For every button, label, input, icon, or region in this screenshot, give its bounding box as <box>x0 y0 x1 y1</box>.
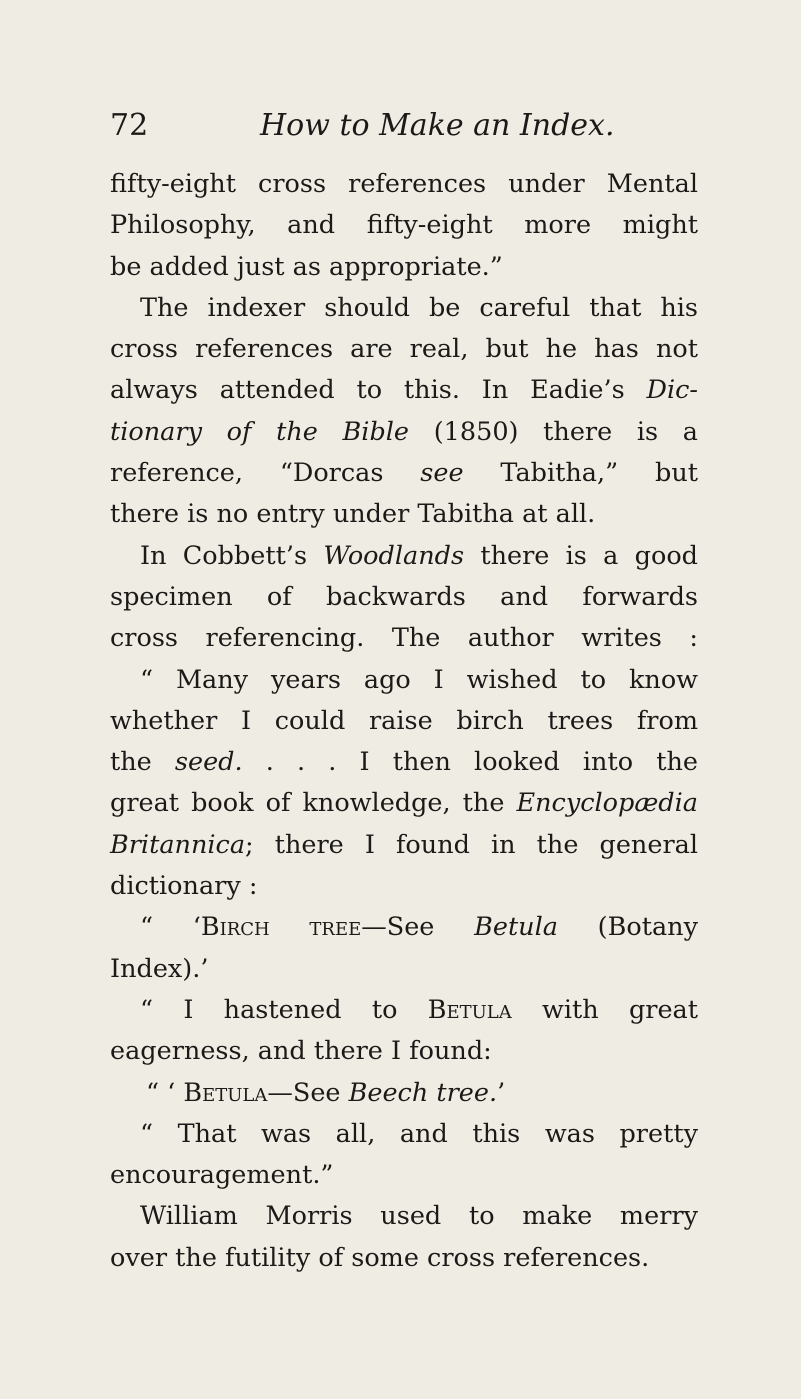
text-line <box>110 866 698 907</box>
text-line <box>110 494 698 535</box>
italic-text: Betula <box>474 912 558 943</box>
text-run: “ ‘ <box>146 1077 184 1108</box>
italic-text: see <box>420 458 464 489</box>
text-line <box>110 412 698 453</box>
text-run: Index).’ <box>110 953 209 984</box>
text-run: be added just as appropriate.” <box>110 251 503 282</box>
text-run: “ That was all, and this was pretty <box>140 1118 698 1149</box>
small-caps-text: Betula <box>183 1077 268 1108</box>
text-line <box>110 1196 698 1237</box>
text-line <box>110 370 698 411</box>
text-run: fifty-eight cross references under Mental <box>110 169 698 199</box>
text-run: —See <box>361 912 475 943</box>
running-header <box>110 106 690 146</box>
text-run: the <box>110 747 175 778</box>
small-caps-text: Betula <box>427 994 512 1025</box>
text-run: In Cobbett’s <box>140 540 324 571</box>
text-run: whether I could raise birch trees from <box>110 705 698 736</box>
italic-text: Encyclopædia <box>516 788 698 819</box>
text-line <box>110 1073 698 1114</box>
text-line <box>110 660 698 701</box>
italic-text: Woodlands <box>323 540 465 571</box>
italic-text: Dic- <box>646 375 698 406</box>
text-run: (1850) there is a <box>409 416 699 447</box>
text-line <box>110 701 698 742</box>
italic-text: tionary of the Bible <box>110 416 410 447</box>
text-run: —See <box>267 1077 349 1108</box>
text-run: Tabitha,” but <box>463 458 699 489</box>
text-run: cross referencing. The author writes : <box>110 623 698 654</box>
text-run: William Morris used to make merry <box>140 1201 698 1232</box>
text-run: always attended to this. In Eadie’s <box>110 375 647 406</box>
text-line <box>110 164 698 205</box>
text-line <box>110 783 698 824</box>
text-run: (Botany <box>557 912 698 943</box>
text-run: “ ‘ <box>140 912 201 943</box>
text-run: over the futility of some cross references. <box>110 1242 650 1273</box>
text-run: “ Many years ago I wished to know <box>140 664 698 695</box>
page-body-text <box>110 164 698 1279</box>
text-line <box>110 949 698 990</box>
text-line <box>110 288 698 329</box>
text-run: ’ <box>497 1077 506 1108</box>
text-line <box>110 453 698 494</box>
page-number: 72 <box>110 108 149 143</box>
text-line <box>110 577 698 618</box>
text-run: there is a good <box>464 540 698 571</box>
small-caps-text: Birch tree <box>200 912 362 943</box>
text-line <box>110 618 698 659</box>
italic-text: Beech tree. <box>348 1077 498 1108</box>
text-run: . . . I then looked into the <box>242 747 698 778</box>
text-line <box>110 329 698 370</box>
text-line <box>110 907 698 948</box>
text-line <box>110 1238 698 1279</box>
text-run: reference, “Dorcas <box>110 458 421 489</box>
text-run: “ I hastened to <box>140 994 428 1025</box>
text-line <box>110 1114 698 1155</box>
text-line <box>110 247 698 288</box>
text-line <box>110 205 698 246</box>
text-line <box>110 1031 698 1072</box>
italic-text: seed. <box>174 747 243 778</box>
text-run: dictionary : <box>110 871 258 902</box>
text-line <box>110 990 698 1031</box>
text-run: encouragement.” <box>110 1160 334 1191</box>
text-run: ; there I found in the general <box>245 829 698 860</box>
text-run: The indexer should be careful that his <box>140 292 698 323</box>
text-line <box>110 742 698 783</box>
text-run: with great <box>511 994 698 1025</box>
text-run: there is no entry under Tabitha at all. <box>110 499 596 530</box>
text-run: Philosophy, and fifty-eight more might <box>110 210 698 241</box>
text-line <box>110 536 698 577</box>
text-run: cross references are real, but he has not <box>110 334 698 365</box>
text-line <box>110 825 698 866</box>
italic-text: Britannica <box>110 829 246 860</box>
text-run: great book of knowledge, the <box>110 788 517 819</box>
text-run: eagerness, and there I found: <box>110 1036 492 1067</box>
text-run: specimen of backwards and forwards <box>110 581 698 612</box>
text-line <box>110 1155 698 1196</box>
running-title: How to Make an Index. <box>260 108 615 143</box>
